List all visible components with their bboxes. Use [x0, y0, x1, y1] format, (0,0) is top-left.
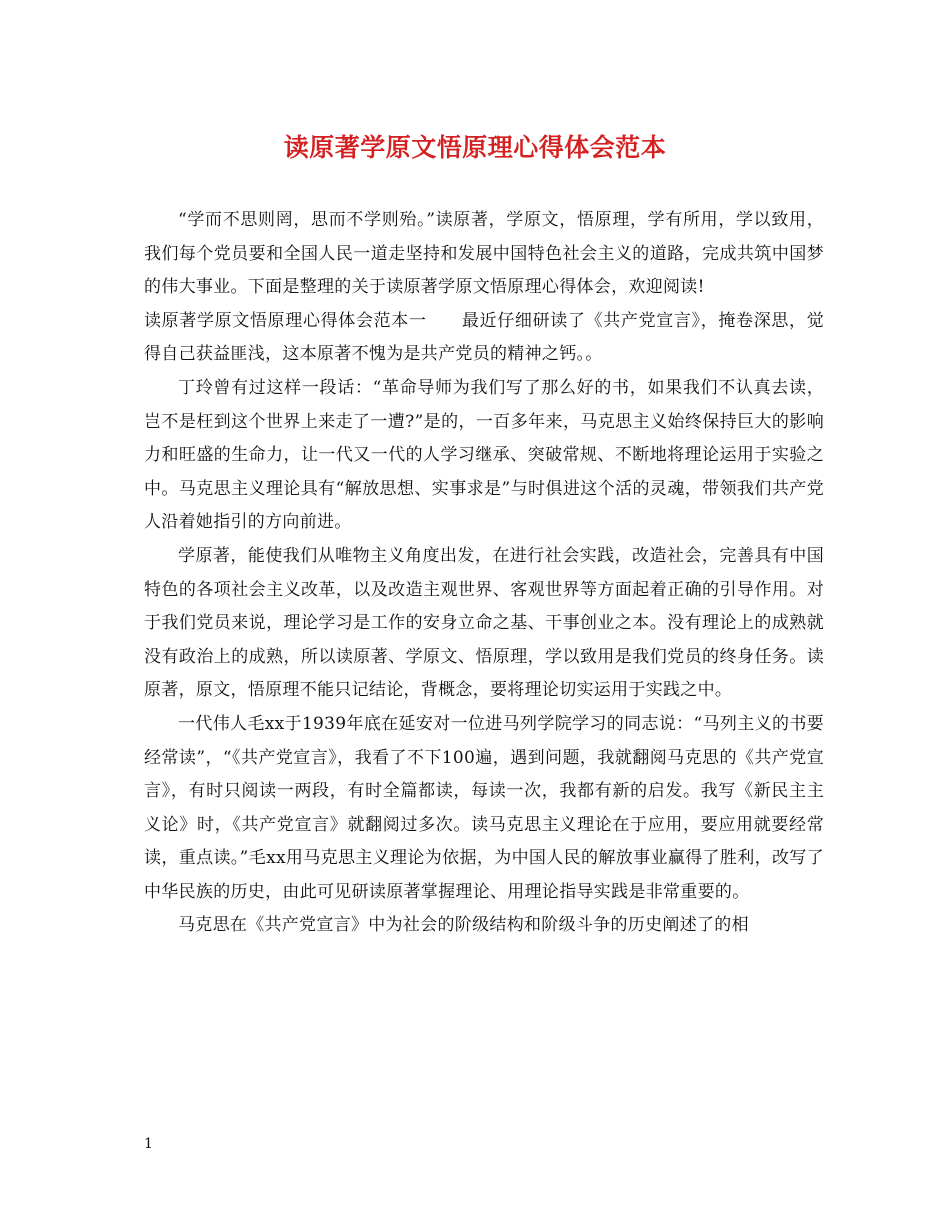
document-title: 读原著学原文悟原理心得体会范本 — [283, 133, 667, 162]
paragraph-mao-quote: 一代伟人毛xx于1939年底在延安对一位进马列学院学习的同志说：“马列主义的书要经常读”，“《共产党宣言》，我看了不下100遍，遇到问题，我就翻阅马克思的《共产党宣言》，有时只阅读一两段，有时全篇都读，每读一次，我都有新的启发。我写《新民主主义论》时，《共产党宣言》就翻阅过多次。读马克思主义理论在于应用，要应用就要经常读，重点读。”毛xx用马克思主义理论为依据，为中国人民的解放事业赢得了胜利，改写了中华民族的历史，由此可见研读原著掌握理论、用理论指导实践是非常重要的。 — [144, 713, 824, 902]
paragraph-marx-manifesto: 马克思在《共产党宣言》中为社会的阶级结构和阶级斗争的历史阐述了的相 — [178, 915, 749, 936]
document-body — [144, 204, 824, 943]
paragraph-intro: “学而不思则罔，思而不学则殆。”读原著，学原文，悟原理，学有所用，学以致用，我们每个党员要和全国人民一道走坚持和发展中国特色社会主义的道路，完成共筑中国梦的伟大事业。下面是整理的关于读原著学原文悟原理心得体会，欢迎阅读! — [144, 210, 824, 298]
paragraph-heading-sample-one: 读原著学原文悟原理心得体会范本一 最近仔细研读了《共产党宣言》，掩卷深思，觉得自己获益匪浅，这本原著不愧为是共产党员的精神之钙。。 — [144, 310, 824, 365]
paragraph-dingling-quote: 丁玲曾有过这样一段话：“革命导师为我们写了那么好的书，如果我们不认真去读，岂不是枉到这个世界上来走了一遭?”是的，一百多年来，马克思主义始终保持巨大的影响力和旺盛的生命力，让一代又一代的人学习继承、突破常规、不断地将理论运用于实验之中。马克思主义理论具有“解放思想、实事求是”与时俱进这个活的灵魂，带领我们共产党人沿着她指引的方向前进。 — [144, 377, 824, 533]
paragraph-study-originals: 学原著，能使我们从唯物主义角度出发，在进行社会实践，改造社会，完善具有中国特色的各项社会主义改革，以及改造主观世界、客观世界等方面起着正确的引导作用。对于我们党员来说，理论学习是工作的安身立命之基、干事创业之本。没有理论上的成熟就没有政治上的成熟，所以读原著、学原文、悟原理，学以致用是我们党员的终身任务。读原著，原文，悟原理不能只记结论，背概念，要将理论切实运用于实践之中。 — [144, 545, 824, 701]
page-number: 1 — [144, 1136, 153, 1152]
